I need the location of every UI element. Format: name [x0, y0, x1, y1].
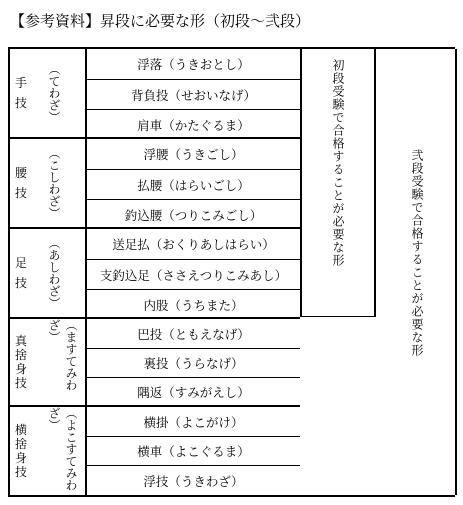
group-name-char: 技	[15, 96, 28, 110]
group-ma-sutemi-waza	[10, 319, 300, 407]
technique-row: 支釣込足（ささえつりこみあし）	[87, 259, 300, 289]
technique-row: 背負投（せおいなげ）	[87, 79, 300, 109]
technique-row: 内股（うちまた）	[87, 289, 300, 319]
group-reading: （てわざ）	[47, 63, 61, 123]
technique-row: 横車（よこぐるま）	[87, 436, 300, 465]
group-yoko-sutemi-waza	[10, 407, 300, 495]
technique-row: 送足払（おくりあしはらい）	[112, 237, 275, 252]
group-reading: （ますてみわざ）	[47, 319, 78, 391]
group-name-char: 真	[15, 334, 28, 348]
technique-row: 払腰（はらいごし）	[87, 169, 300, 199]
group-name-char: 腰	[15, 166, 28, 180]
page-title: 【参考資料】昇段に必要な形（初段～弐段）	[10, 12, 311, 30]
nidan-requirement-cell	[376, 49, 457, 495]
group-reading: （よこすてみわざ）	[47, 407, 78, 491]
group-name-char: 横	[15, 423, 28, 437]
group-name-cell	[10, 407, 87, 495]
group-te-waza	[10, 49, 300, 139]
group-reading: （あしわざ）	[47, 237, 61, 309]
technique-row: 肩車（かたぐるま）	[87, 109, 300, 139]
shodan-requirement-cell	[300, 49, 376, 317]
technique-row: 隅返（すみがえし）	[87, 377, 300, 406]
group-koshi-waza	[10, 139, 300, 229]
group-name-char: 捨	[15, 437, 28, 451]
technique-row: 浮腰（うきごし）	[143, 147, 244, 162]
group-name-cell	[10, 229, 87, 317]
nidan-requirement-text: 弐段受験で合格することが必要な形	[410, 149, 424, 357]
group-name-char: 身	[15, 451, 28, 465]
technique-row: 巴投（ともえなげ）	[137, 326, 250, 342]
group-name-char: 技	[15, 465, 28, 479]
shodan-requirement-text: 初段受験で合格することが必要な形	[331, 59, 345, 267]
technique-row: 裏投（うらなげ）	[87, 348, 300, 377]
group-name-cell	[10, 319, 87, 405]
group-reading: （こしわざ）	[47, 147, 61, 219]
technique-row: 浮技（うきわざ）	[87, 465, 300, 495]
group-name-char: 技	[15, 186, 28, 200]
group-name-char: 捨	[15, 348, 28, 362]
group-ashi-waza	[10, 229, 300, 319]
group-name-char: 足	[15, 256, 28, 270]
technique-row: 釣込腰（つりこみごし）	[87, 199, 300, 229]
group-name-char: 技	[15, 276, 28, 290]
kata-table	[8, 47, 455, 497]
group-name-cell	[10, 139, 87, 227]
group-name-char: 身	[15, 362, 28, 376]
technique-row: 浮落（うきおとし）	[137, 57, 250, 72]
technique-row: 横掛（よこがけ）	[143, 414, 244, 430]
group-name-char: 手	[15, 76, 28, 90]
group-name-char: 技	[15, 376, 28, 390]
group-name-cell	[10, 49, 87, 137]
